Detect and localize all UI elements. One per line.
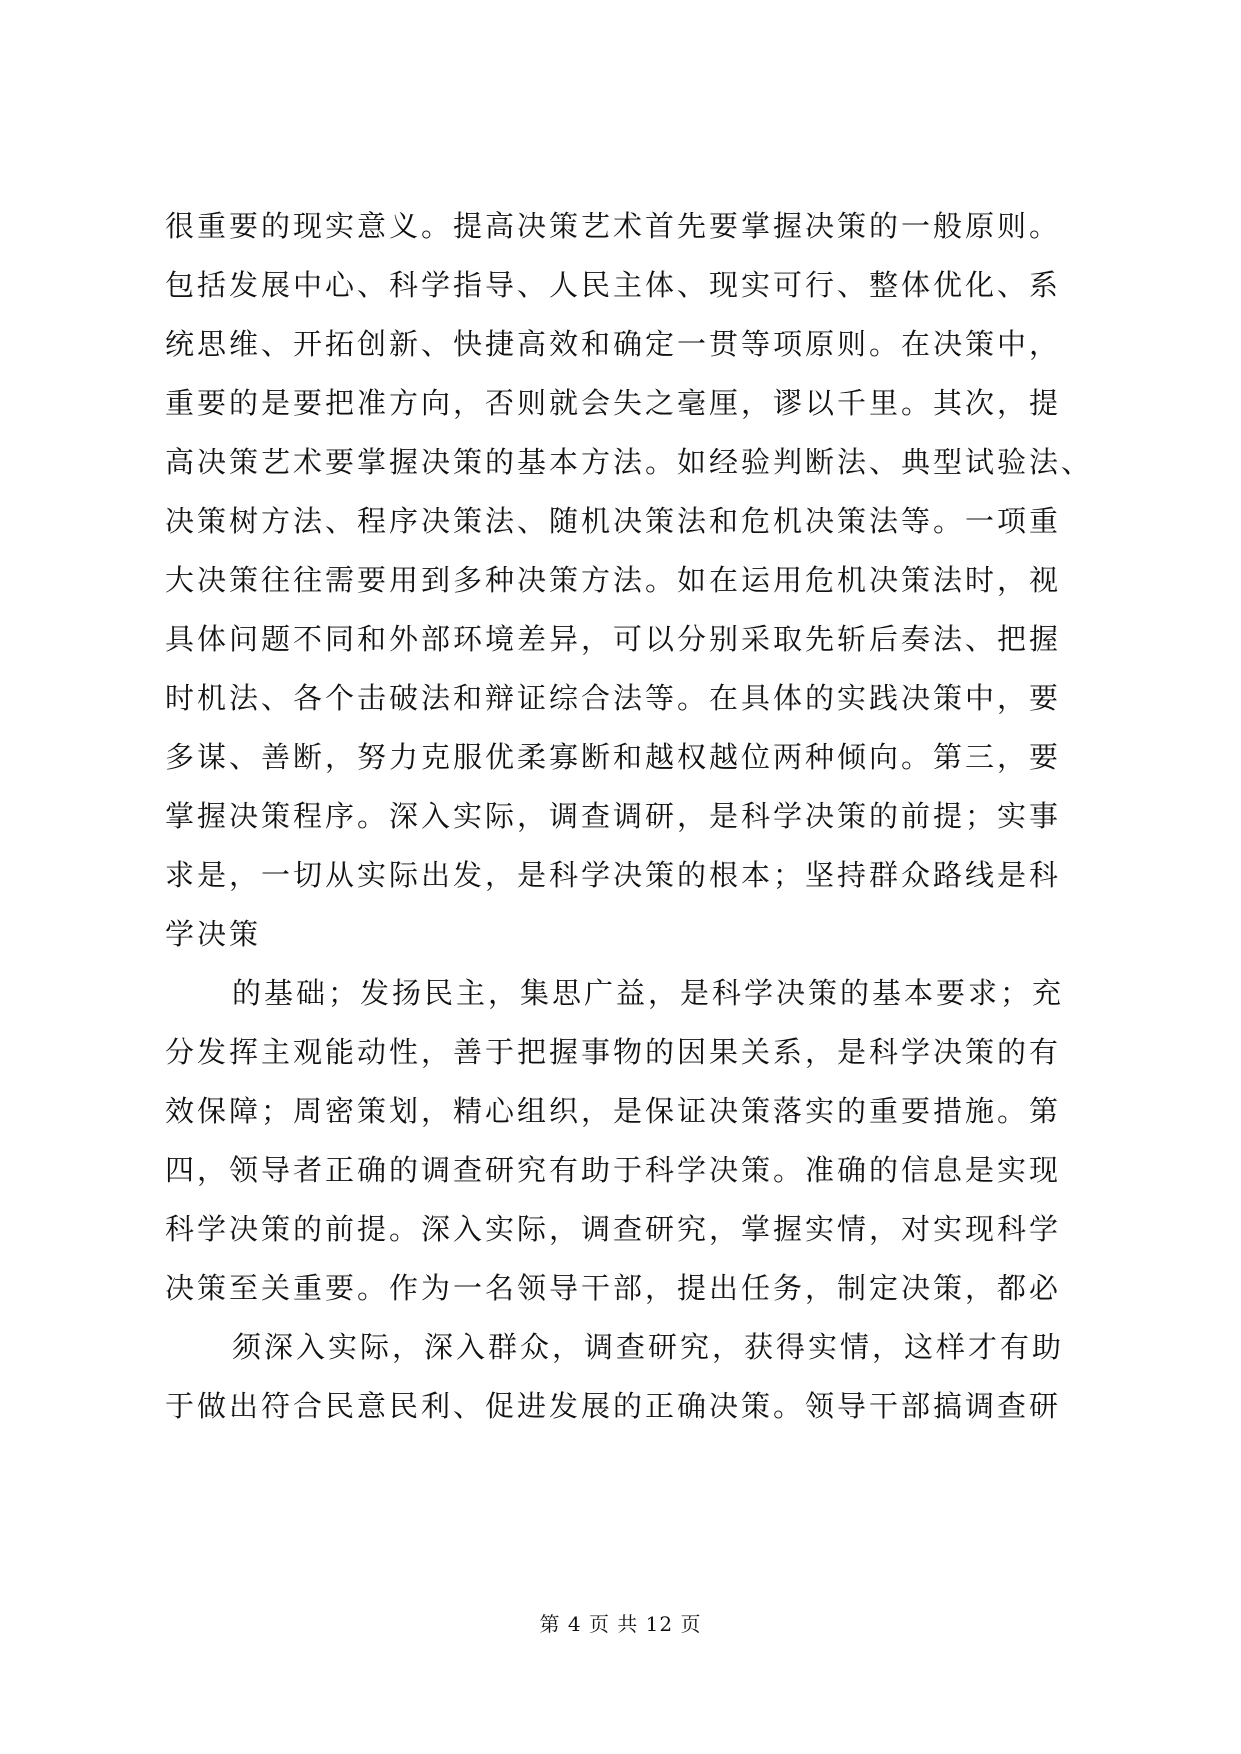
text-line: 重要的是要把准方向，否则就会失之毫厘，谬以千里。其次，提: [165, 386, 1062, 420]
page-number-footer: 第 4 页 共 12 页: [539, 1612, 702, 1636]
text-line: 四，领导者正确的调查研究有助于科学决策。准确的信息是实现: [165, 1153, 1062, 1187]
text-line: 决策至关重要。作为一名领导干部，提出任务，制定决策，都必: [165, 1271, 1062, 1305]
text-line: 学决策: [165, 917, 262, 951]
text-line: 掌握决策程序。深入实际，调查调研，是科学决策的前提；实事: [165, 799, 1062, 833]
text-line: 科学决策的前提。深入实际，调查研究，掌握实情，对实现科学: [165, 1212, 1062, 1246]
text-line: 具体问题不同和外部环境差异，可以分别采取先斩后奏法、把握: [165, 622, 1062, 656]
text-line: 分发挥主观能动性，善于把握事物的因果关系，是科学决策的有: [165, 1035, 1062, 1069]
text-line: 时机法、各个击破法和辩证综合法等。在具体的实践决策中，要: [165, 681, 1062, 715]
paragraph-start-line: 须深入实际，深入群众，调查研究，获得实情，这样才有助: [232, 1330, 1065, 1364]
text-line: 很重要的现实意义。提高决策艺术首先要掌握决策的一般原则。: [165, 209, 1062, 243]
text-line: 多谋、善断，努力克服优柔寡断和越权越位两种倾向。第三，要: [165, 740, 1062, 774]
text-line: 求是，一切从实际出发，是科学决策的根本；坚持群众路线是科: [165, 858, 1062, 892]
body-text: [165, 197, 1094, 1436]
text-line: 决策树方法、程序决策法、随机决策法和危机决策法等。一项重: [165, 504, 1062, 538]
paragraph-start-line: 的基础；发扬民主，集思广益，是科学决策的基本要求；充: [232, 976, 1065, 1010]
text-line: 包括发展中心、科学指导、人民主体、现实可行、整体优化、系: [165, 268, 1062, 302]
text-line: 大决策往往需要用到多种决策方法。如在运用危机决策法时，视: [165, 563, 1062, 597]
text-line: 于做出符合民意民利、促进发展的正确决策。领导干部搞调查研: [165, 1389, 1062, 1423]
text-line: 统思维、开拓创新、快捷高效和确定一贯等项原则。在决策中，: [165, 327, 1062, 361]
text-line: 效保障；周密策划，精心组织，是保证决策落实的重要措施。第: [165, 1094, 1062, 1128]
text-line: 高决策艺术要掌握决策的基本方法。如经验判断法、典型试验法、: [165, 445, 1094, 479]
